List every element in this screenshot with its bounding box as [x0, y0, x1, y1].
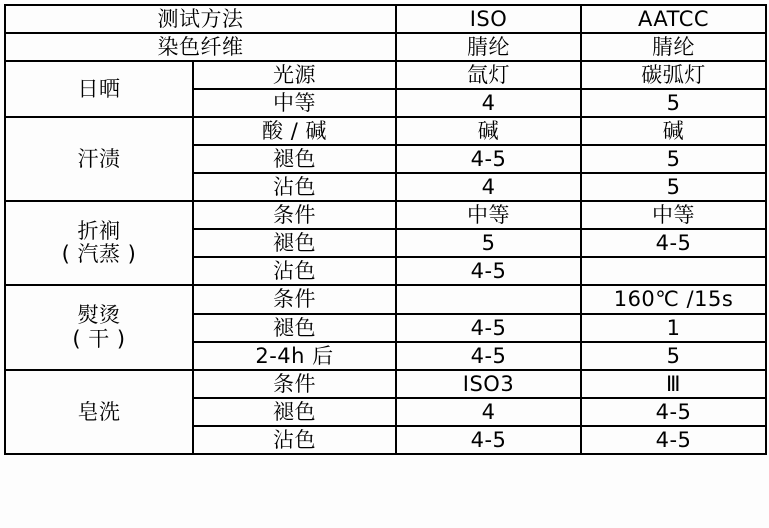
iso-value: 4 [396, 398, 581, 426]
iso-value: 碱 [396, 117, 581, 145]
iso-value [396, 285, 581, 313]
category-sunlight: 日晒 [5, 61, 193, 117]
iso-value: 5 [396, 229, 581, 257]
sub-label: 褪色 [193, 229, 396, 257]
iso-value: 4 [396, 89, 581, 117]
aatcc-value: 碱 [581, 117, 766, 145]
aatcc-value: Ⅲ [581, 370, 766, 398]
aatcc-value: 5 [581, 173, 766, 201]
iso-value: 4-5 [396, 257, 581, 285]
aatcc-value: 中等 [581, 201, 766, 229]
category-ironing [5, 285, 193, 369]
category-perspiration: 汗渍 [5, 117, 193, 201]
iso-value: 4-5 [396, 314, 581, 342]
category-pleating-line1: 折裥 [77, 218, 121, 243]
aatcc-value: 4-5 [581, 229, 766, 257]
table-row [5, 61, 766, 89]
header-method-label: 测试方法 [5, 5, 396, 33]
colorfastness-comparison-table [4, 4, 767, 455]
header-aatcc: AATCC [581, 5, 766, 33]
fiber-aatcc-value: 腈纶 [581, 33, 766, 61]
sub-label: 条件 [193, 370, 396, 398]
fiber-label: 染色纤维 [5, 33, 396, 61]
aatcc-value: 160℃ /15s [581, 285, 766, 313]
aatcc-value: 4-5 [581, 426, 766, 454]
iso-value: 4-5 [396, 426, 581, 454]
aatcc-value [581, 257, 766, 285]
sub-label: 沾色 [193, 257, 396, 285]
category-soaping: 皂洗 [5, 370, 193, 454]
sub-label: 沾色 [193, 173, 396, 201]
table-row [5, 201, 766, 229]
sub-label: 褪色 [193, 398, 396, 426]
sub-label: 条件 [193, 285, 396, 313]
aatcc-value: 5 [581, 342, 766, 370]
iso-value: ISO3 [396, 370, 581, 398]
sub-label: 褪色 [193, 145, 396, 173]
sub-label: 光源 [193, 61, 396, 89]
category-ironing-line2: ( 干 ) [72, 326, 126, 351]
table-row-header [5, 5, 766, 33]
sub-label: 2-4h 后 [193, 342, 396, 370]
sub-label: 褪色 [193, 314, 396, 342]
aatcc-value: 5 [581, 89, 766, 117]
table-row-fiber [5, 33, 766, 61]
aatcc-value: 5 [581, 145, 766, 173]
sub-label: 中等 [193, 89, 396, 117]
category-ironing-line1: 熨烫 [77, 303, 121, 328]
category-pleating-line2: ( 汽蒸 ) [61, 242, 137, 267]
iso-value: 4 [396, 173, 581, 201]
document-page [0, 4, 769, 528]
iso-value: 4-5 [396, 342, 581, 370]
table-row [5, 370, 766, 398]
sub-label: 条件 [193, 201, 396, 229]
aatcc-value: 1 [581, 314, 766, 342]
iso-value: 氙灯 [396, 61, 581, 89]
aatcc-value: 4-5 [581, 398, 766, 426]
table-row [5, 285, 766, 313]
iso-value: 中等 [396, 201, 581, 229]
iso-value: 4-5 [396, 145, 581, 173]
category-pleating [5, 201, 193, 285]
sub-label: 酸 / 碱 [193, 117, 396, 145]
header-iso: ISO [396, 5, 581, 33]
fiber-iso-value: 腈纶 [396, 33, 581, 61]
table-row [5, 117, 766, 145]
aatcc-value: 碳弧灯 [581, 61, 766, 89]
sub-label: 沾色 [193, 426, 396, 454]
